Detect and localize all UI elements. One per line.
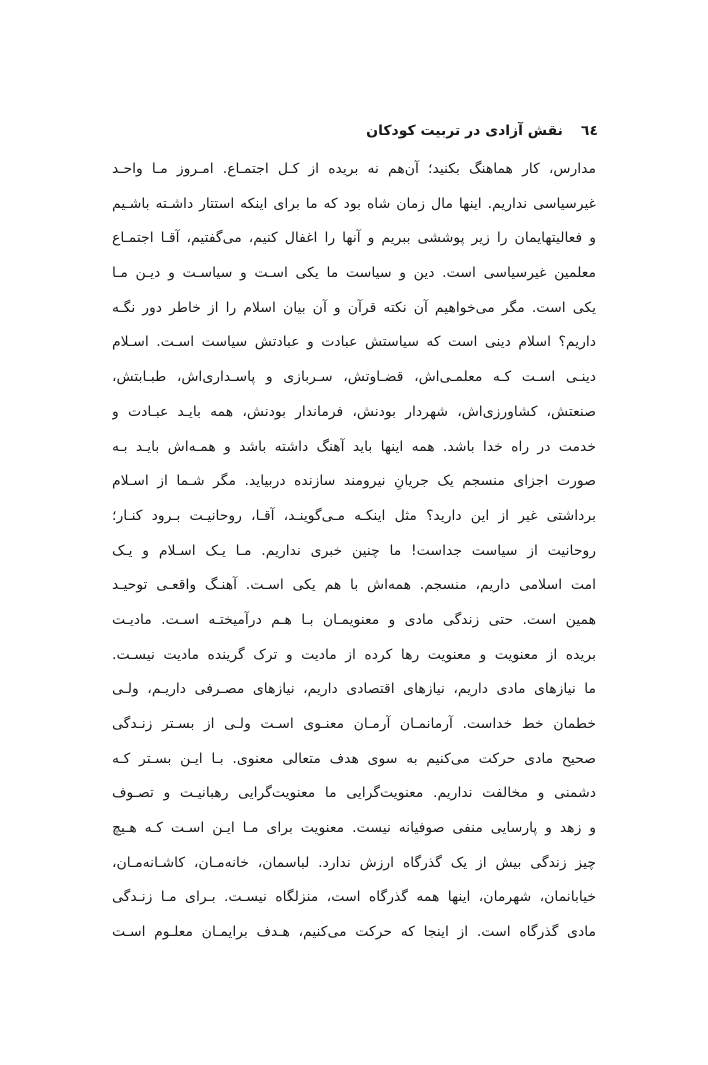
text-line: معلمین غیرسیاسی است. دین و سیاست ما یکی اسـت و سیاسـت و دیـن مـا: [112, 265, 596, 282]
text-line: خطمان خط خداست. آرمانمـان آرمـان معنـوی اسـت ولـی از بسـتر زنـدگی: [112, 716, 596, 732]
text-line: همین است. حتی زندگی مادی و معنویمـان بـا هـم درآمیختـه اسـت. مادیـت: [112, 611, 596, 628]
text-line: صورت اجزای منسجم یک جریانِ نیرومند سازنده دربیاید. مگر شـما از اسـلام: [112, 473, 596, 490]
body-text: [112, 152, 596, 950]
text-line: مدارس، کار هماهنگ بکنید؛ آن‌هم نه بریده از کـل اجتمـاع. امـروز مـا واحـد: [112, 161, 596, 177]
text-line: برداشتی غیر از این دارید؟ مثل اینکـه مـی‌گوینـد، آقـا، روحانیـت بـرود کنـار؛: [112, 507, 596, 524]
text-line: امت اسلامی داریم، منسجم. همه‌اش با هم یکی اسـت. آهنـگ واقعـی توحیـد: [112, 577, 596, 594]
running-header: [110, 118, 598, 144]
text-line: مادی گذرگاه است. از اینجا که حرکت می‌کنیم، هـدف برایمـان معلـوم اسـت: [112, 924, 596, 941]
text-line: دینـی اسـت کـه معلمـی‌اش، قضـاوتش، سـربازی و پاسـداری‌اش، طبـابتش،: [112, 369, 596, 386]
text-line: چیز زندگی بیش از یک گذرگاه ارزش ندارد. لباسمان، خانه‌مـان، کاشـانه‌مـان،: [112, 854, 596, 871]
text-line: و فعالیتهایمان را زیر پوششی ببریم و آنها را اغفال کنیم، می‌گفتیم، آقـا اجتمـاع: [112, 230, 596, 247]
text-line: صنعتش، کشاورزی‌اش، شهردار بودنش، فرماندار بودنش، همه بایـد عبـادت و: [112, 403, 596, 420]
running-title: نقش آزادی در تربیت کودکان: [366, 123, 563, 139]
text-line: خدمت در راه خدا باشد. همه اینها باید آهنگ داشته باشد و همـه‌اش بایـد بـه: [112, 438, 596, 455]
text-line: صحیح مادی حرکت می‌کنیم به سوی هدف متعالی معنوی. بـا ایـن بسـتر کـه: [112, 750, 596, 767]
text-line: دشمنی و مخالفت نداریم. معنویت‌گرایی ما معنویت‌گرایی رهبانیـت و تصـوف: [112, 785, 596, 802]
text-line: خیابانمان، شهرمان، اینها همه گذرگاه است، منزلگاه نیسـت. بـرای مـا زنـدگی: [112, 889, 596, 906]
text-line: ما نیازهای مادی داریم، نیازهای اقتصادی داریم، نیازهای مصـرفی داریـم، ولـی: [112, 681, 596, 698]
text-line: روحانیت از سیاست جداست! ما چنین خبری نداریم. مـا یـک اسـلام و یـک: [112, 542, 596, 559]
text-line: و زهد و پارسایی منفی صوفیانه نیست. معنویت برای مـا ایـن اسـت کـه هـیچ: [112, 820, 596, 837]
text-line: غیرسیاسی نداریم. اینها مال زمان شاه بود که ما برای اینکه استتار داشـته باشـیم: [112, 195, 596, 212]
page-number: ٦٤: [580, 123, 598, 139]
text-line: بریده از معنویت و معنویت رها کرده از مادیت و ترک گرینده مادیت نیسـت.: [112, 646, 596, 663]
text-line: یکی است. مگر می‌خواهیم آن نکته قرآن و آن بیان اسلام را از خاطر دور نگـه: [112, 299, 596, 316]
text-line: داریم؟ اسلام دینی است که سیاستش عبادت و عبادتش سیاست اسـت. اسـلام: [112, 334, 596, 351]
